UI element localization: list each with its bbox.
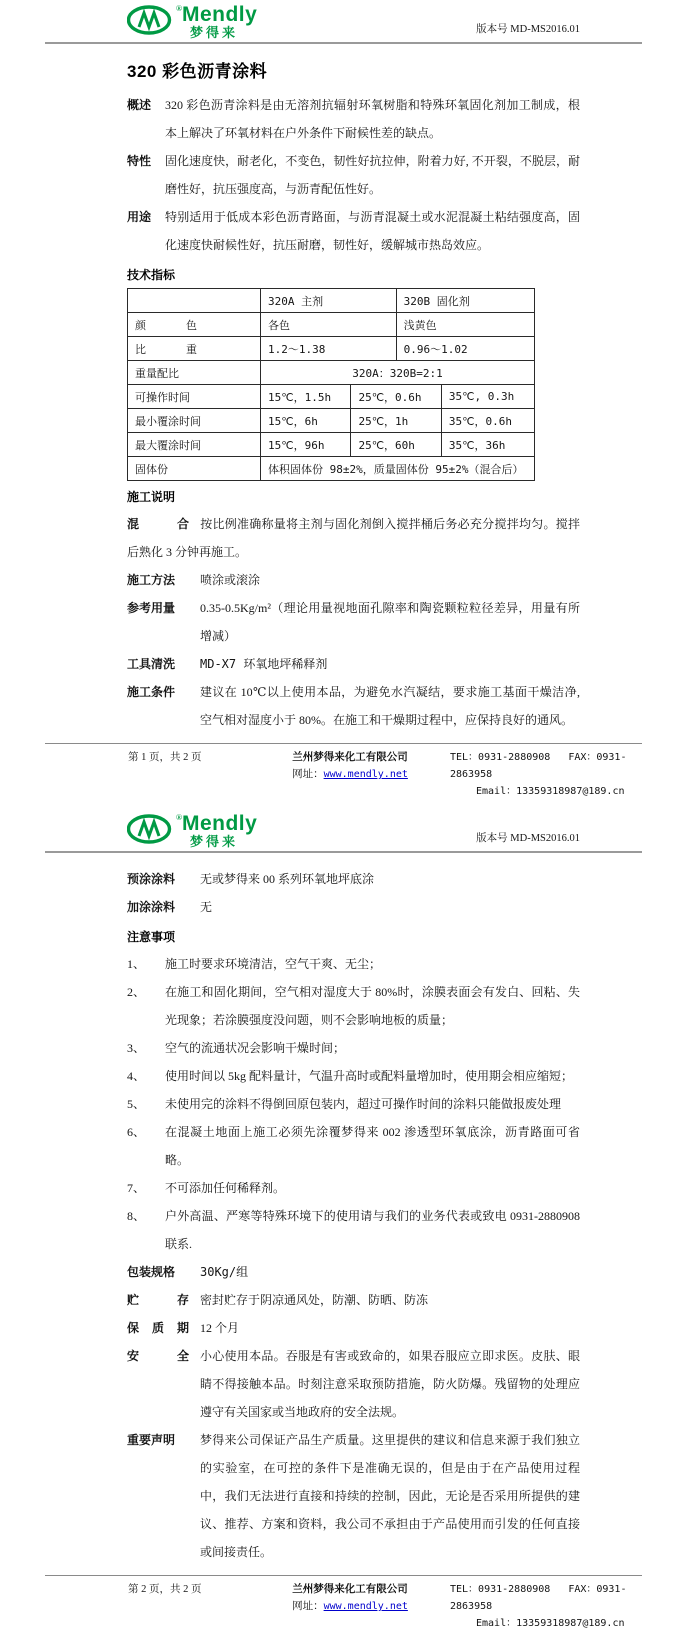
section-usage xyxy=(127,203,580,259)
section-label: 加涂涂料 xyxy=(127,900,176,914)
table-row-label xyxy=(128,289,261,313)
section-dosage xyxy=(127,594,580,650)
registered-mark: ® xyxy=(176,813,182,822)
mixing-label: 混合 xyxy=(127,517,189,531)
section-text: 小心使用本品。吞服是有害或致命的，如果吞服应立即求医。皮肤、眼睛不得接触本品。时刻注意采取预防措施，防火防爆。残留物的处理应遵守有关国家或当地政府的安全法规。 xyxy=(200,1349,580,1419)
section-label: 用途 xyxy=(127,210,152,224)
note-text: 使用时间以 5kg 配料量计，气温升高时或配料量增加时，使用期会相应缩短； xyxy=(165,1069,574,1083)
section-text: MD-X7 环氧地坪稀释剂 xyxy=(200,657,328,671)
table-cell: 15℃，1.5h xyxy=(261,385,351,409)
table-row-label: 重量配比 xyxy=(128,361,261,385)
table-row-label: 最小覆涂时间 xyxy=(128,409,261,433)
page1-content xyxy=(0,57,687,734)
section-shelf-life xyxy=(127,1314,580,1342)
note-item xyxy=(127,950,580,978)
section-precoat xyxy=(127,865,580,893)
section-label: 特性 xyxy=(127,154,152,168)
brand-name-en: Mendly xyxy=(181,3,258,26)
website-link[interactable]: www.mendly.net xyxy=(323,769,408,780)
page-title: 320 彩色沥青涂料 xyxy=(127,62,268,81)
page1-footer xyxy=(45,743,642,803)
note-item xyxy=(127,978,580,1034)
brand-name-cn: 梦得来 xyxy=(190,834,239,849)
table-row xyxy=(128,385,535,409)
tel-number: TEL：0931-2880908 xyxy=(450,1584,551,1595)
page2-header xyxy=(0,809,687,849)
section-label: 参考用量 xyxy=(127,601,176,615)
note-text: 在混凝土地面上施工必须先涂覆梦得来 002 渗透型环氧底涂，沥青路面可省略。 xyxy=(165,1125,580,1167)
section-features xyxy=(127,147,580,203)
table-row-label: 颜色 xyxy=(128,313,261,337)
section-safety xyxy=(127,1342,580,1426)
section-text: 0.35-0.5Kg/m²（理论用量视地面孔隙率和陶瓷颗粒粒径差异，用量有所增减） xyxy=(200,601,580,643)
version-label: 版本号 MD-MS2016.01 xyxy=(476,833,580,844)
note-number: 7、 xyxy=(127,1181,146,1195)
note-number: 2、 xyxy=(127,985,146,999)
note-number: 1、 xyxy=(127,957,146,971)
construction-heading: 施工说明 xyxy=(127,490,176,504)
footer-page-number: 第 2 页，共 2 页 xyxy=(128,1584,202,1595)
mendly-logo xyxy=(127,813,257,848)
footer-contact-block xyxy=(450,749,642,800)
mendly-logo xyxy=(127,4,257,39)
section-label: 重要声明 xyxy=(127,1433,176,1447)
email-address: 13359318987@189.cn xyxy=(516,1618,625,1629)
note-item xyxy=(127,1174,580,1202)
fax-number: FAX：0931-2863958 xyxy=(450,1584,627,1612)
note-item xyxy=(127,1062,580,1090)
logo-text xyxy=(176,813,257,848)
mixing-paragraph xyxy=(127,510,580,566)
section-text: 梦得来公司保证产品生产质量。这里提供的建议和信息来源于我们独立的实验室，在可控的条件下是准确无误的，但是由于在产品使用过程中，我们无法进行直接和持续的控制，因此，无论是否采用所提供的建议、推荐、方案和资料，我公司不承担由于产品使用而引发的任何直接或间接责任。 xyxy=(200,1433,580,1559)
section-text: 特别适用于低成本彩色沥青路面，与沥青混凝土或水泥混凝土粘结强度高，固化速度快耐候性好，抗压耐磨，韧性好，缓解城市热岛效应。 xyxy=(165,210,580,252)
table-cell: 320A 主剂 xyxy=(261,289,397,313)
section-cleaning xyxy=(127,650,580,678)
table-row xyxy=(128,337,535,361)
website-label: 网址： xyxy=(292,1601,324,1612)
table-row xyxy=(128,289,535,313)
note-number: 3、 xyxy=(127,1041,146,1055)
table-cell: 25℃，0.6h xyxy=(351,385,441,409)
table-cell: 25℃，1h xyxy=(351,409,441,433)
note-item xyxy=(127,1034,580,1062)
table-cell: 35℃, 0.3h xyxy=(441,385,534,409)
mendly-logo-icon xyxy=(127,813,173,844)
section-storage xyxy=(127,1286,580,1314)
brand-name-en: Mendly xyxy=(181,812,258,835)
fax-number: FAX：0931-2863958 xyxy=(450,752,627,780)
section-overview xyxy=(127,91,580,147)
version-label: 版本号 MD-MS2016.01 xyxy=(476,24,580,35)
table-cell: 15℃，96h xyxy=(261,433,351,457)
tech-spec-table xyxy=(127,288,535,481)
note-text: 空气的流通状况会影响干燥时间； xyxy=(165,1041,346,1055)
section-label: 施工条件 xyxy=(127,685,176,699)
table-cell: 35℃，36h xyxy=(441,433,534,457)
note-item xyxy=(127,1118,580,1174)
notes-heading: 注意事项 xyxy=(127,930,176,944)
note-number: 6、 xyxy=(127,1125,146,1139)
section-label: 安全 xyxy=(127,1349,189,1363)
table-cell: 35℃，0.6h xyxy=(441,409,534,433)
note-number: 4、 xyxy=(127,1069,146,1083)
section-text: 12 个月 xyxy=(200,1321,240,1335)
tel-number: TEL：0931-2880908 xyxy=(450,752,551,763)
table-cell: 320B 固化剂 xyxy=(396,289,534,313)
section-text: 无或梦得来 00 系列环氧地坪底涂 xyxy=(200,872,375,886)
section-text: 建议在 10℃以上使用本品，为避免水汽凝结，要求施工基面干燥洁净, 空气相对湿度小于 80%。在施工和干燥期过程中，应保持良好的通风。 xyxy=(200,685,580,727)
section-text: 无 xyxy=(200,900,213,914)
note-item xyxy=(127,1090,580,1118)
page1-header xyxy=(0,0,687,40)
section-text: 喷涂或滚涂 xyxy=(200,573,261,587)
table-row-label: 固体份 xyxy=(128,457,261,481)
section-label: 概述 xyxy=(127,98,152,112)
table-cell: 0.96～1.02 xyxy=(396,337,534,361)
company-name: 兰州梦得来化工有限公司 xyxy=(292,752,408,763)
note-text: 户外高温、严寒等特殊环境下的使用请与我们的业务代表或致电 0931-2880908 联系. xyxy=(165,1209,580,1251)
email-label: Email： xyxy=(476,1618,517,1629)
table-row xyxy=(128,409,535,433)
logo-text xyxy=(176,4,257,39)
brand-name-cn: 梦得来 xyxy=(190,25,239,40)
section-label: 工具清洗 xyxy=(127,657,176,671)
section-packing xyxy=(127,1258,580,1286)
table-cell: 15℃，6h xyxy=(261,409,351,433)
table-cell: 各色 xyxy=(261,313,397,337)
table-cell: 320A：320B=2:1 xyxy=(261,361,535,385)
table-cell: 浅黄色 xyxy=(396,313,534,337)
table-cell: 25℃，60h xyxy=(351,433,441,457)
table-row xyxy=(128,313,535,337)
table-row xyxy=(128,433,535,457)
section-topcoat xyxy=(127,893,580,921)
section-statement xyxy=(127,1426,580,1566)
section-label: 施工方法 xyxy=(127,573,176,587)
email-address: 13359318987@189.cn xyxy=(516,786,625,797)
footer-company-block xyxy=(250,1581,450,1615)
company-name: 兰州梦得来化工有限公司 xyxy=(292,1584,408,1595)
mixing-text: 按比例准确称量将主剂与固化剂倒入搅拌桶后务必充分搅拌均匀。搅拌后熟化 3 分钟再施工。 xyxy=(127,517,580,559)
note-number: 8、 xyxy=(127,1209,146,1223)
section-label: 保质期 xyxy=(127,1321,189,1335)
note-text: 不可添加任何稀释剂。 xyxy=(165,1181,286,1195)
section-label: 预涂涂料 xyxy=(127,872,176,886)
header-rule xyxy=(45,42,642,44)
tech-spec-heading: 技术指标 xyxy=(127,268,176,282)
mendly-logo-icon xyxy=(127,4,173,35)
section-label: 包装规格 xyxy=(127,1265,176,1279)
website-link[interactable]: www.mendly.net xyxy=(323,1601,408,1612)
section-text: 30Kg/组 xyxy=(200,1265,249,1279)
table-row-label: 比重 xyxy=(128,337,261,361)
note-text: 未使用完的涂料不得倒回原包装内，超过可操作时间的涂料只能做报废处理 xyxy=(165,1097,562,1111)
section-method xyxy=(127,566,580,594)
email-label: Email： xyxy=(476,786,517,797)
footer-page-number: 第 1 页，共 2 页 xyxy=(128,752,202,763)
page2-content xyxy=(0,853,687,1566)
table-row xyxy=(128,457,535,481)
registered-mark: ® xyxy=(176,4,182,13)
section-label: 贮存 xyxy=(127,1293,189,1307)
table-cell: 1.2～1.38 xyxy=(261,337,397,361)
section-conditions xyxy=(127,678,580,734)
note-number: 5、 xyxy=(127,1097,146,1111)
table-cell: 体积固体份 98±2%，质量固体份 95±2%（混合后） xyxy=(261,457,535,481)
footer-contact-block xyxy=(450,1581,642,1632)
section-text: 固化速度快，耐老化，不变色，韧性好抗拉伸，附着力好, 不开裂，不脱层，耐磨性好，抗压强度高，与沥青配伍性好。 xyxy=(165,154,580,196)
section-text: 密封贮存于阴凉通风处，防潮、防晒、防冻 xyxy=(200,1293,429,1307)
table-row xyxy=(128,361,535,385)
footer-company-block xyxy=(250,749,450,783)
note-text: 在施工和固化期间，空气相对湿度大于 80%时，涂膜表面会有发白、回粘、失光现象；若涂膜强度没问题，则不会影响地板的质量； xyxy=(165,985,580,1027)
table-row-label: 可操作时间 xyxy=(128,385,261,409)
section-text: 320 彩色沥青涂料是由无溶剂抗辐射环氧树脂和特殊环氧固化剂加工制成，根本上解决了环氧材料在户外条件下耐候性差的缺点。 xyxy=(165,98,580,140)
table-row-label: 最大覆涂时间 xyxy=(128,433,261,457)
page2-footer xyxy=(45,1575,642,1635)
website-label: 网址： xyxy=(292,769,324,780)
note-item xyxy=(127,1202,580,1258)
note-text: 施工时要求环境清洁，空气干爽、无尘； xyxy=(165,957,382,971)
